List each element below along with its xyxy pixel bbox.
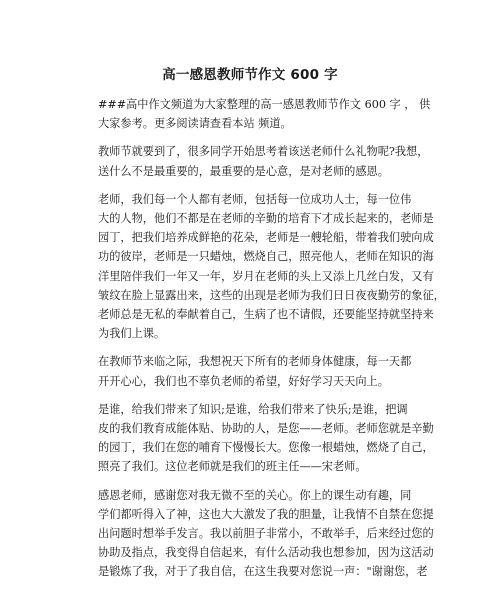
text-line: 学们都听得入了神，这也大大激发了我的胆量，让我情不自禁在您提 bbox=[98, 507, 434, 521]
text-line: 感恩老师，感谢您对我无微不至的关心。你上的课生动有趣，同 bbox=[98, 488, 412, 502]
paragraph bbox=[98, 142, 428, 180]
text-line: 是锻炼了我，对于了我自信，在这生我要对您说一声："谢谢您，老 bbox=[98, 565, 428, 579]
text-line: 教师节就要到了，很多同学开始思考着该送老师什么礼物呢?我想， bbox=[98, 145, 429, 159]
paragraph bbox=[98, 486, 434, 582]
text-line: 洋里陪伴我们一年又一年，岁月在老师的头上又添上几丝白发，又有 bbox=[98, 269, 434, 283]
text-line: 大家参考。更多阅读请查看本站 频道。 bbox=[98, 117, 292, 131]
text-line: 功的彼岸，老师是一只蜡烛，燃烧自己，照亮他人，老师在知识的海 bbox=[98, 250, 434, 264]
paragraph bbox=[98, 400, 434, 477]
text-line: 出问题时想举手发言。我以前胆子非常小，不敢举手，后来经过您的 bbox=[98, 527, 434, 541]
text-line: 老师总是无私的奉献着自己，生病了也不请假，还要能坚持就坚持来 bbox=[98, 308, 434, 322]
paragraph bbox=[98, 190, 445, 344]
text-line: 皱纹在脸上显露出来，这些的出现是老师为我们日日夜夜勤劳的象征， bbox=[98, 288, 445, 302]
text-line: 送什么不是最重要的，最重要的是心意，是对老师的感恩。 bbox=[98, 164, 389, 178]
text-line: 皮的我们教育成能体贴、协助的人，是您——老师。老师您就是辛勤 bbox=[98, 422, 434, 436]
text-line: 是谁，给我们带来了知识;是谁，给我们带来了快乐;是谁，把调 bbox=[98, 402, 408, 416]
text-line: 为我们上课。 bbox=[98, 327, 166, 341]
text-line: 的园丁，我们在您的哺育下慢慢长大。您像一根蜡烛，燃烧了自己， bbox=[98, 441, 434, 455]
text-line: 大的人物，他们不都是在老师的辛勤的培育下才成长起来的，老师是 bbox=[98, 212, 434, 226]
text-line: 开开心心，我们也不辜负老师的希望，好好学习天天向上。 bbox=[98, 374, 389, 388]
paragraph bbox=[98, 352, 428, 390]
text-line: 在教师节来临之际，我想祝天下所有的老师身体健康，每一天都 bbox=[98, 355, 412, 369]
text-line: 老师，我们每一个人都有老师，包括每一位成功人士，每一位伟 bbox=[98, 192, 412, 206]
document-body bbox=[98, 95, 445, 591]
text-line: 照亮了我们。这位老师就是我们的班主任——宋老师。 bbox=[98, 460, 367, 474]
paragraph bbox=[98, 95, 431, 133]
text-line: 园丁，把我们培养成鲜艳的花朵，老师是一艘轮船，带着我们驶向成 bbox=[98, 231, 434, 245]
text-line: 协助及指点，我变得自信起来，有什么活动我也想参加，因为这活动 bbox=[98, 546, 434, 560]
text-line: ###高中作文频道为大家整理的高一感恩教师节作文 600 字 ， 供 bbox=[98, 98, 431, 111]
document-title: 高一感恩教师节作文 600 字 bbox=[162, 67, 338, 83]
